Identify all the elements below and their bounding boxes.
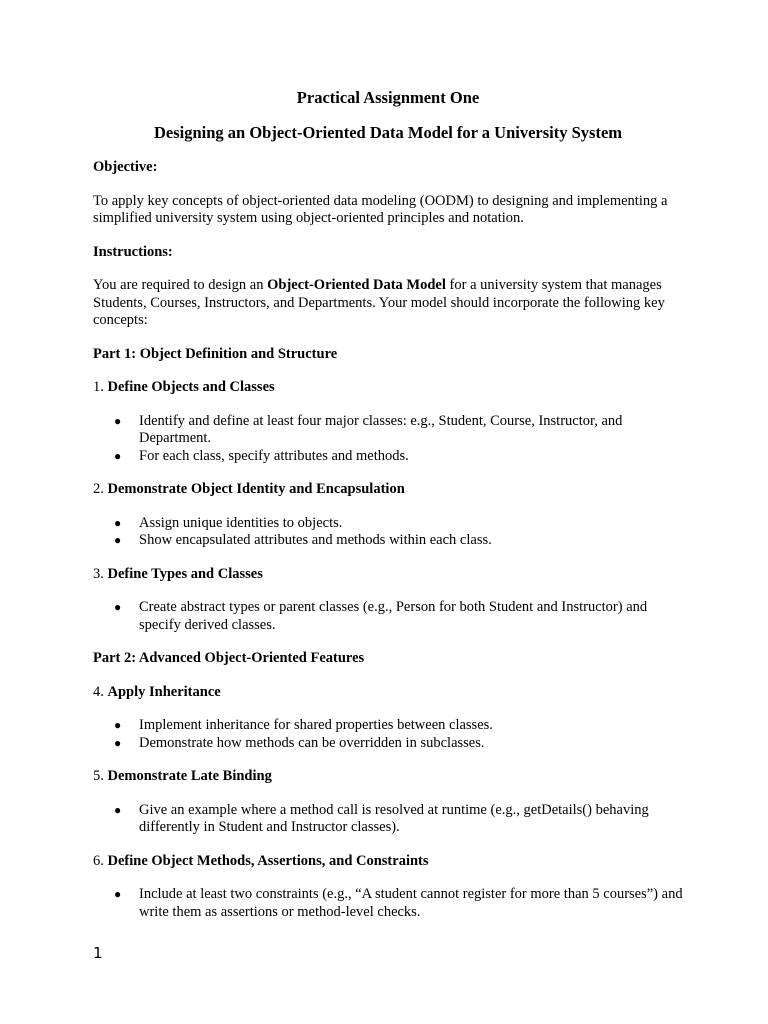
list-item <box>93 802 683 837</box>
list-item-text: Assign unique identities to objects. <box>139 514 343 531</box>
document-body <box>93 88 683 921</box>
section-heading <box>93 481 683 499</box>
bullet-list <box>93 886 683 921</box>
list-item-text: Identify and define at least four major classes: e.g., Student, Course, Instructor, and Department. <box>139 412 623 446</box>
section-number: 1. <box>93 379 108 395</box>
page-number: 1 <box>93 944 103 962</box>
list-item-text: For each class, specify attributes and methods. <box>139 447 409 464</box>
bullet-icon: ● <box>114 448 122 463</box>
part2-heading: Part 2: Advanced Object-Oriented Features <box>93 650 365 666</box>
section-number: 3. <box>93 565 108 582</box>
list-item-text: Implement inheritance for shared properties between classes. <box>139 717 493 733</box>
list-item <box>93 717 683 735</box>
list-item-text: Give an example where a method call is resolved at runtime (e.g., getDetails() behaving differently in Student and Instructor classes). <box>139 801 649 835</box>
page-subtitle: Designing an Object-Oriented Data Model for a University System <box>153 123 623 142</box>
part1-heading: Part 1: Object Definition and Structure <box>93 345 338 362</box>
bullet-list <box>93 515 683 550</box>
list-item <box>93 599 683 634</box>
section-number: 4. <box>93 683 108 700</box>
list-item <box>93 735 683 753</box>
list-item-text: Show encapsulated attributes and methods within each class. <box>139 532 492 548</box>
section-number: 6. <box>93 852 108 869</box>
bullet-icon: ● <box>114 533 122 547</box>
bullet-icon: ● <box>114 802 122 817</box>
list-item <box>93 515 683 533</box>
section-heading <box>93 853 683 871</box>
instructions-heading: Instructions: <box>93 243 173 260</box>
list-item <box>93 532 683 550</box>
objective-text: To apply key concepts of object-oriented data modeling (OODM) to designing and implementing a simplified university system using object-oriented principles and notation. <box>93 192 668 226</box>
section-heading <box>93 566 683 584</box>
instructions-text-emphasis: Object-Oriented Data Model <box>267 277 446 293</box>
bullet-icon: ● <box>114 600 122 614</box>
list-item <box>93 413 683 448</box>
bullet-icon: ● <box>114 887 122 901</box>
objective-heading: Objective: <box>93 159 158 175</box>
page-title: Practical Assignment One <box>296 88 480 107</box>
section-title: Define Types and Classes <box>107 565 263 582</box>
instructions-text-after: for a university system that manages Students, Courses, Instructors, and Departments. Your model should incorporate the following key concepts: <box>93 277 665 328</box>
section-title: Define Objects and Classes <box>107 379 275 395</box>
list-item-text: Include at least two constraints (e.g., “A student cannot register for more than 5 courses”) and write them as assertions or method-level checks. <box>139 886 683 920</box>
instructions-text-before: You are required to design an <box>93 277 268 293</box>
bullet-list <box>93 599 683 634</box>
section-title: Demonstrate Object Identity and Encapsulation <box>107 481 405 497</box>
instructions-text <box>93 277 683 330</box>
bullet-list <box>93 717 683 752</box>
list-item-text: Create abstract types or parent classes (e.g., Person for both Student and Instructor) and specify derived classes. <box>139 599 648 633</box>
list-item <box>93 886 683 921</box>
section-heading <box>93 768 683 786</box>
bullet-list <box>93 413 683 466</box>
bullet-icon: ● <box>114 515 122 530</box>
section-title: Define Object Methods, Assertions, and Constraints <box>107 852 429 869</box>
section-number: 2. <box>93 481 108 497</box>
list-item <box>93 448 683 466</box>
section-title: Demonstrate Late Binding <box>107 768 272 784</box>
section-number: 5. <box>93 768 108 784</box>
section-heading <box>93 379 683 397</box>
bullet-icon: ● <box>114 718 122 732</box>
list-item-text: Demonstrate how methods can be overridden in subclasses. <box>139 734 485 751</box>
section-heading <box>93 684 683 702</box>
section-title: Apply Inheritance <box>107 683 221 700</box>
bullet-list <box>93 802 683 837</box>
bullet-icon: ● <box>114 735 122 750</box>
bullet-icon: ● <box>114 413 122 428</box>
